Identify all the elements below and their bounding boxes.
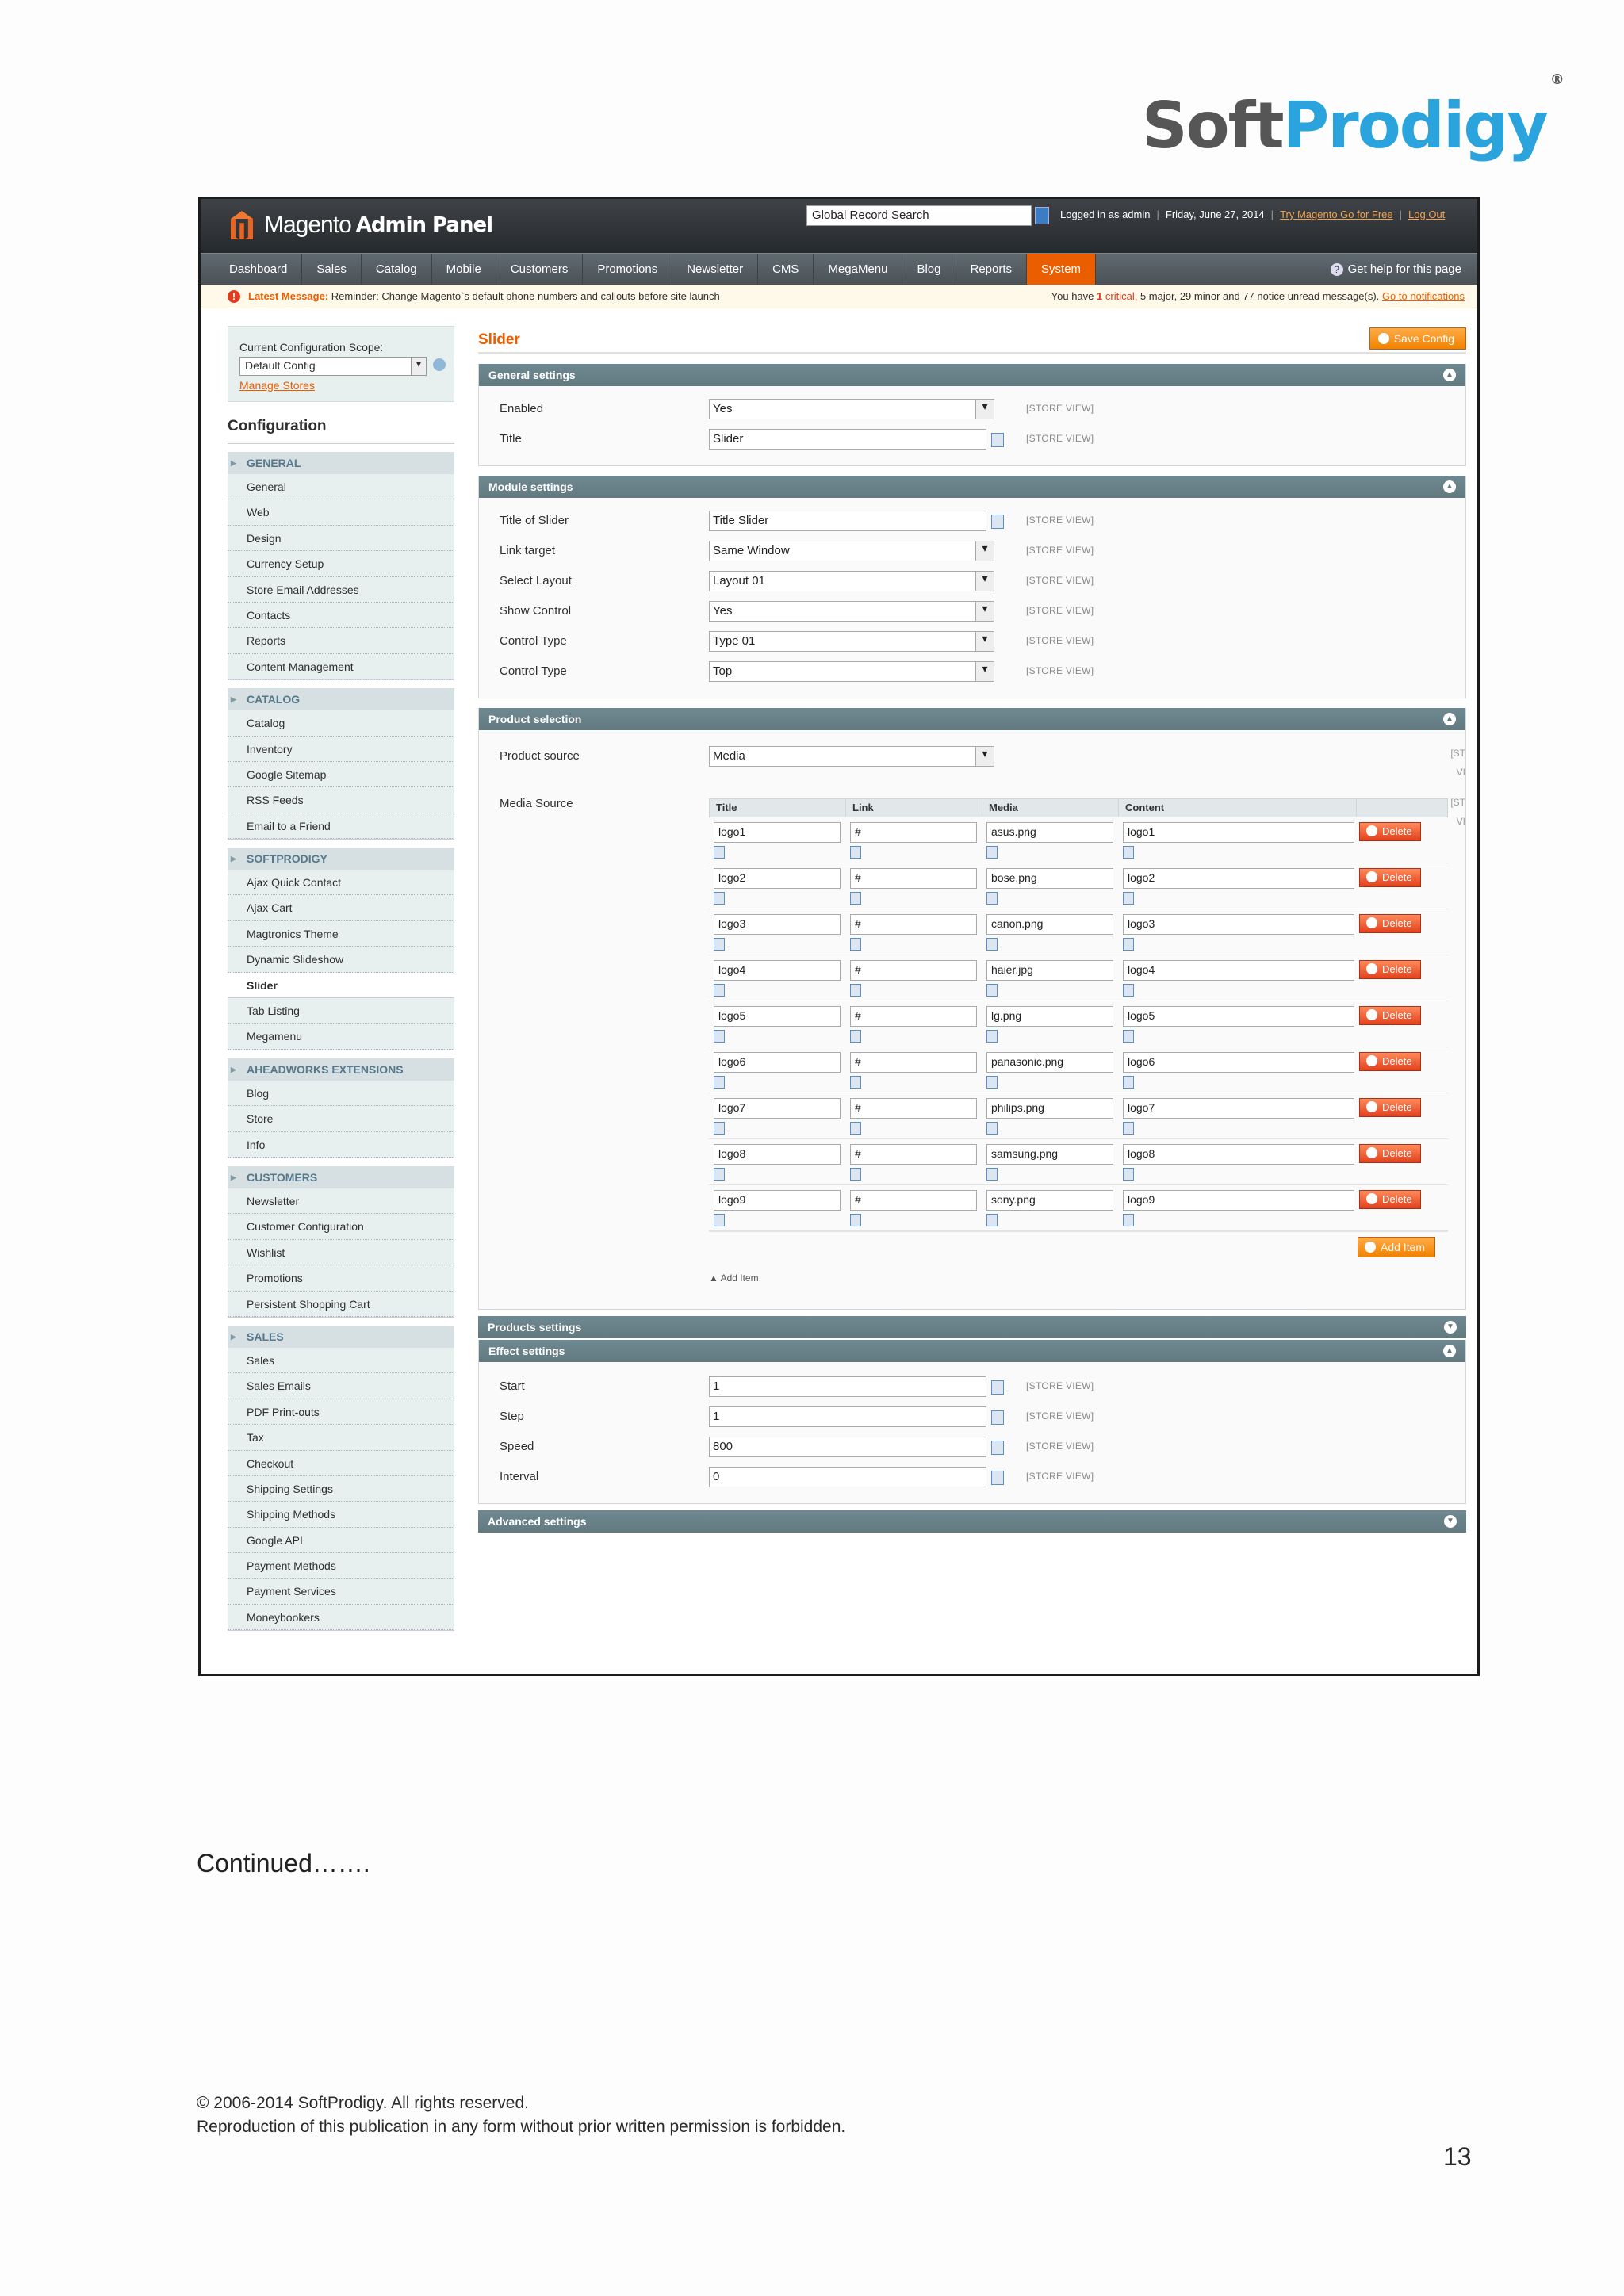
media-media-input[interactable]: samsung.png — [986, 1144, 1113, 1165]
sidebar-item-checkout[interactable]: Checkout — [228, 1451, 454, 1476]
delete-icon — [1366, 1147, 1377, 1158]
translate-icon[interactable] — [1123, 938, 1134, 951]
delete-icon — [1366, 1055, 1377, 1066]
sidebar-item-sales[interactable]: Sales — [228, 1348, 454, 1373]
sidebar-item-tab-listing[interactable]: Tab Listing — [228, 998, 454, 1024]
start-input[interactable]: 1 — [709, 1376, 986, 1397]
search-icon[interactable] — [1035, 207, 1049, 224]
sidebar-item-magtronics-theme[interactable]: Magtronics Theme — [228, 921, 454, 947]
delete-button[interactable]: Delete — [1359, 868, 1421, 887]
sidebar-item-shipping-settings[interactable]: Shipping Settings — [228, 1476, 454, 1502]
sidebar-item-store-email-addresses[interactable]: Store Email Addresses — [228, 577, 454, 603]
magento-logo-icon — [228, 209, 256, 241]
media-content-input[interactable]: logo5 — [1123, 1006, 1354, 1027]
select-layout-select[interactable]: Layout 01 ▾ — [709, 571, 994, 591]
sidebar-item-ajax-cart[interactable]: Ajax Cart — [228, 895, 454, 920]
sidebar-item-inventory[interactable]: Inventory — [228, 737, 454, 762]
advanced-settings-section — [478, 1510, 1466, 1533]
sidebar-group-title[interactable]: ▶ SOFTPRODIGY — [228, 848, 454, 870]
store-view-scope: [STORE VIEW] — [1026, 575, 1094, 586]
translate-icon[interactable] — [1123, 1030, 1134, 1043]
interval-input[interactable]: 0 — [709, 1467, 986, 1487]
sidebar-item-email-to-a-friend[interactable]: Email to a Friend — [228, 813, 454, 839]
main-content — [478, 326, 1466, 1533]
media-media-input[interactable]: bose.png — [986, 868, 1113, 889]
translate-icon[interactable] — [986, 1168, 998, 1181]
sidebar-group — [228, 1166, 454, 1318]
form-row — [479, 1402, 1465, 1432]
collapse-icon[interactable]: ▲ — [1443, 369, 1456, 381]
media-title-input[interactable]: logo8 — [714, 1144, 841, 1165]
control-type-select[interactable]: Top ▾ — [709, 661, 994, 682]
sidebar-group — [228, 1058, 454, 1158]
delete-button[interactable]: Delete — [1359, 822, 1421, 841]
sidebar-group — [228, 452, 454, 680]
media-link-input[interactable]: # — [850, 868, 977, 889]
select-layout-label: Select Layout — [500, 574, 572, 587]
message-summary: You have 1 critical, 5 major, 29 minor and 77 notice unread message(s). Go to notifications — [1051, 290, 1465, 302]
scope-label: Current Configuration Scope: — [239, 341, 384, 354]
media-title-input[interactable]: logo9 — [714, 1190, 841, 1211]
table-row — [709, 1001, 1448, 1047]
delete-icon — [1366, 1193, 1377, 1204]
sidebar-item-slider[interactable]: Slider — [228, 973, 454, 998]
media-content-input[interactable]: logo8 — [1123, 1144, 1354, 1165]
delete-button[interactable]: Delete — [1359, 960, 1421, 979]
sidebar-item-currency-setup[interactable]: Currency Setup — [228, 551, 454, 576]
translate-icon[interactable] — [986, 1030, 998, 1043]
products-settings-section — [478, 1316, 1466, 1338]
logo-suffix: Admin Panel — [355, 213, 493, 237]
nav-item-newsletter[interactable]: Newsletter — [672, 254, 758, 285]
translate-icon[interactable] — [850, 1214, 861, 1226]
translate-icon[interactable] — [1123, 984, 1134, 997]
column-title: Title — [710, 799, 846, 817]
section-header[interactable]: Effect settings ▲ — [479, 1340, 1465, 1362]
table-row — [709, 955, 1448, 1001]
media-link-input[interactable]: # — [850, 1098, 977, 1119]
magento-logo[interactable] — [228, 206, 492, 244]
page-number: 13 — [1443, 2142, 1472, 2171]
header-date: Friday, June 27, 2014 — [1165, 209, 1265, 220]
sidebar-item-reports[interactable]: Reports — [228, 628, 454, 653]
delete-icon — [1366, 963, 1377, 974]
form-row — [479, 656, 1465, 687]
reproduction-notice: Reproduction of this publication in any form without prior written permission is forbidden. — [197, 2118, 846, 2136]
table-row — [709, 909, 1448, 955]
translate-icon[interactable] — [986, 1076, 998, 1089]
sidebar-group-title[interactable]: ▶ SALES — [228, 1326, 454, 1348]
sidebar-item-megamenu[interactable]: Megamenu — [228, 1024, 454, 1049]
add-item-note[interactable]: ▲ Add Item — [709, 1272, 759, 1284]
sidebar-item-design[interactable]: Design — [228, 526, 454, 551]
media-link-input[interactable]: # — [850, 1052, 977, 1073]
translate-icon[interactable] — [1123, 1122, 1134, 1135]
scope-select[interactable]: Default Config ▾ — [239, 357, 427, 376]
translate-icon[interactable] — [714, 938, 725, 951]
table-row — [709, 1047, 1448, 1093]
sidebar-item-payment-services[interactable]: Payment Services — [228, 1578, 454, 1604]
start-label: Start — [500, 1380, 525, 1393]
translate-icon[interactable] — [991, 433, 1004, 447]
nav-item-dashboard[interactable]: Dashboard — [215, 254, 302, 285]
table-row — [709, 863, 1448, 909]
expand-icon[interactable]: ▼ — [1444, 1321, 1457, 1334]
translate-icon[interactable] — [850, 892, 861, 905]
translate-icon[interactable] — [1123, 892, 1134, 905]
sidebar-item-contacts[interactable]: Contacts — [228, 603, 454, 628]
admin-header — [201, 199, 1477, 253]
media-link-input[interactable]: # — [850, 1144, 977, 1165]
column-content: Content — [1119, 799, 1357, 817]
help-icon[interactable] — [433, 358, 446, 371]
translate-icon[interactable] — [991, 1380, 1004, 1395]
translate-icon[interactable] — [986, 846, 998, 859]
translate-icon[interactable] — [1123, 1214, 1134, 1226]
delete-button[interactable]: Delete — [1359, 1190, 1421, 1209]
global-record-search-input[interactable]: Global Record Search — [806, 205, 1032, 226]
step-label: Step — [500, 1410, 524, 1423]
media-content-input[interactable]: logo9 — [1123, 1190, 1354, 1211]
nav-item-customers[interactable]: Customers — [496, 254, 584, 285]
media-title-input[interactable]: logo4 — [714, 960, 841, 981]
step-input[interactable]: 1 — [709, 1406, 986, 1427]
section-header[interactable]: Product selection ▲ — [479, 708, 1465, 730]
section-header[interactable]: Products settings ▼ — [478, 1316, 1466, 1338]
media-title-input[interactable]: logo6 — [714, 1052, 841, 1073]
translate-icon[interactable] — [991, 1471, 1004, 1485]
clipped-store-view: VI — [1456, 767, 1465, 778]
clipped-store-view: [ST — [1450, 748, 1465, 759]
translate-icon[interactable] — [714, 1122, 725, 1135]
media-media-input[interactable]: asus.png — [986, 822, 1113, 843]
magento-admin-screenshot — [198, 197, 1480, 1676]
translate-icon[interactable] — [986, 938, 998, 951]
media-content-input[interactable]: logo4 — [1123, 960, 1354, 981]
control-type-label: Control Type — [500, 634, 567, 648]
try-magento-go-link[interactable]: Try Magento Go for Free — [1280, 209, 1393, 220]
help-link[interactable]: ? Get help for this page — [1331, 254, 1461, 285]
show-control-select[interactable]: Yes ▾ — [709, 601, 994, 622]
media-title-input[interactable]: logo5 — [714, 1006, 841, 1027]
logged-in-text: Logged in as admin — [1060, 209, 1151, 220]
scope-switcher — [228, 326, 454, 402]
expand-icon[interactable]: ▼ — [1444, 1515, 1457, 1528]
section-header[interactable]: Module settings ▲ — [479, 476, 1465, 498]
link-target-select[interactable]: Same Window ▾ — [709, 541, 994, 561]
header-links: Logged in as admin | Friday, June 27, 2014 | Try Magento Go for Free | Log Out — [1060, 209, 1446, 220]
delete-button[interactable]: Delete — [1359, 1052, 1421, 1071]
translate-icon[interactable] — [991, 1410, 1004, 1425]
sidebar-item-promotions[interactable]: Promotions — [228, 1265, 454, 1291]
manage-stores-link[interactable]: Manage Stores — [239, 379, 315, 392]
translate-icon[interactable] — [986, 984, 998, 997]
sidebar-item-web[interactable]: Web — [228, 499, 454, 525]
sidebar-item-shipping-methods[interactable]: Shipping Methods — [228, 1502, 454, 1527]
media-media-input[interactable]: canon.png — [986, 914, 1113, 935]
delete-icon — [1366, 825, 1377, 836]
plus-icon — [1365, 1242, 1376, 1253]
store-view-scope: [STORE VIEW] — [1026, 1380, 1094, 1391]
clipped-store-view: VI — [1456, 816, 1465, 827]
title-input[interactable]: Slider — [709, 429, 986, 450]
sidebar-group — [228, 848, 454, 1050]
sidebar-item-pdf-print-outs[interactable]: PDF Print-outs — [228, 1399, 454, 1425]
show-control-label: Show Control — [500, 604, 572, 618]
store-view-scope: [STORE VIEW] — [1026, 665, 1094, 676]
logout-link[interactable]: Log Out — [1408, 209, 1446, 220]
translate-icon[interactable] — [986, 1122, 998, 1135]
form-row — [479, 596, 1465, 626]
store-view-scope: [STORE VIEW] — [1026, 1441, 1094, 1452]
delete-button[interactable]: Delete — [1359, 914, 1421, 933]
table-row — [709, 1093, 1448, 1139]
table-footer — [709, 1231, 1448, 1260]
delete-icon — [1366, 917, 1377, 928]
softprodigy-logo: SoftProdigy® — [1142, 71, 1563, 163]
sidebar-item-customer-configuration[interactable]: Customer Configuration — [228, 1214, 454, 1239]
control-type-label: Control Type — [500, 664, 567, 678]
form-row — [479, 566, 1465, 596]
sidebar-item-google-sitemap[interactable]: Google Sitemap — [228, 762, 454, 787]
translate-icon[interactable] — [850, 1030, 861, 1043]
translate-icon[interactable] — [1123, 846, 1134, 859]
store-view-scope: [STORE VIEW] — [1026, 1410, 1094, 1422]
translate-icon[interactable] — [850, 846, 861, 859]
sidebar-item-catalog[interactable]: Catalog — [228, 710, 454, 736]
store-view-scope: [STORE VIEW] — [1026, 635, 1094, 646]
sidebar-item-dynamic-slideshow[interactable]: Dynamic Slideshow — [228, 947, 454, 972]
sidebar-item-google-api[interactable]: Google API — [228, 1528, 454, 1553]
media-media-input[interactable]: sony.png — [986, 1190, 1113, 1211]
nav-item-blog[interactable]: Blog — [902, 254, 956, 285]
nav-item-megamenu[interactable]: MegaMenu — [814, 254, 902, 285]
translate-icon[interactable] — [1123, 1076, 1134, 1089]
nav-item-sales[interactable]: Sales — [302, 254, 362, 285]
sidebar-group-title[interactable]: ▶ GENERAL — [228, 452, 454, 474]
translate-icon[interactable] — [991, 515, 1004, 529]
collapse-icon[interactable]: ▲ — [1443, 480, 1456, 493]
nav-item-reports[interactable]: Reports — [956, 254, 1028, 285]
section-header[interactable]: General settings ▲ — [479, 364, 1465, 386]
media-media-input[interactable]: philips.png — [986, 1098, 1113, 1119]
module-settings-section — [478, 476, 1466, 698]
form-row — [479, 424, 1465, 454]
sidebar-group — [228, 688, 454, 840]
table-row — [709, 1139, 1448, 1185]
sidebar-item-tax[interactable]: Tax — [228, 1425, 454, 1450]
latest-message-text: Reminder: Change Magento`s default phone numbers and callouts before site launch — [331, 290, 720, 302]
speed-label: Speed — [500, 1440, 534, 1453]
effect-settings-section — [478, 1340, 1466, 1504]
sidebar-item-info[interactable]: Info — [228, 1132, 454, 1158]
go-to-notifications-link[interactable]: Go to notifications — [1381, 290, 1465, 302]
sidebar-item-blog[interactable]: Blog — [228, 1081, 454, 1106]
form-row — [479, 506, 1465, 536]
clipped-store-view: [ST — [1450, 797, 1465, 808]
nav-item-cms[interactable]: CMS — [758, 254, 814, 285]
alert-icon: ! — [228, 290, 240, 303]
sidebar-item-payment-methods[interactable]: Payment Methods — [228, 1553, 454, 1578]
collapse-icon[interactable]: ▲ — [1443, 1345, 1456, 1357]
enabled-label: Enabled — [500, 402, 544, 415]
nav-item-catalog[interactable]: Catalog — [362, 254, 432, 285]
translate-icon[interactable] — [714, 1214, 725, 1226]
nav-item-promotions[interactable]: Promotions — [583, 254, 672, 285]
product-source-select[interactable]: Media ▾ — [709, 746, 994, 767]
form-row — [479, 626, 1465, 656]
store-view-scope: [STORE VIEW] — [1026, 403, 1094, 414]
media-link-input[interactable]: # — [850, 822, 977, 843]
translate-icon[interactable] — [850, 1122, 861, 1135]
media-link-input[interactable]: # — [850, 1006, 977, 1027]
save-config-button[interactable]: Save Config — [1369, 327, 1466, 350]
sidebar-group-title[interactable]: ▶ AHEADWORKS EXTENSIONS — [228, 1058, 454, 1081]
translate-icon[interactable] — [850, 938, 861, 951]
media-link-input[interactable]: # — [850, 1190, 977, 1211]
translate-icon[interactable] — [1123, 1168, 1134, 1181]
form-row — [479, 536, 1465, 566]
media-title-input[interactable]: logo1 — [714, 822, 841, 843]
product-selection-section — [478, 708, 1466, 1310]
sidebar-item-sales-emails[interactable]: Sales Emails — [228, 1373, 454, 1399]
sidebar-item-newsletter[interactable]: Newsletter — [228, 1188, 454, 1214]
media-content-input[interactable]: logo6 — [1123, 1052, 1354, 1073]
media-source-table — [709, 798, 1448, 1260]
table-row — [709, 1185, 1448, 1231]
continued-text: Continued……. — [197, 1849, 370, 1877]
form-row — [479, 1432, 1465, 1462]
speed-input[interactable]: 800 — [709, 1437, 986, 1457]
table-header — [709, 798, 1448, 817]
translate-icon[interactable] — [986, 892, 998, 905]
sidebar-group-title[interactable]: ▶ CATALOG — [228, 688, 454, 710]
sidebar-item-moneybookers[interactable]: Moneybookers — [228, 1605, 454, 1630]
sidebar-group-title[interactable]: ▶ CUSTOMERS — [228, 1166, 454, 1188]
media-title-input[interactable]: logo2 — [714, 868, 841, 889]
add-item-button[interactable]: Add Item — [1358, 1237, 1435, 1257]
translate-icon[interactable] — [714, 984, 725, 997]
link-target-label: Link target — [500, 544, 556, 557]
media-media-input[interactable]: panasonic.png — [986, 1052, 1113, 1073]
store-view-scope: [STORE VIEW] — [1026, 1471, 1094, 1482]
logo-text: Magento — [264, 212, 351, 238]
latest-message-bar — [201, 285, 1477, 308]
media-link-input[interactable]: # — [850, 914, 977, 935]
media-link-input[interactable]: # — [850, 960, 977, 981]
main-nav — [201, 253, 1477, 285]
page-header — [478, 326, 1466, 354]
nav-item-system[interactable]: System — [1027, 254, 1096, 285]
section-header[interactable]: Advanced settings ▼ — [478, 1510, 1466, 1533]
store-view-scope: [STORE VIEW] — [1026, 545, 1094, 556]
critical-count: 1 — [1097, 290, 1103, 302]
media-content-input[interactable]: logo3 — [1123, 914, 1354, 935]
product-source-label: Product source — [500, 749, 580, 763]
translate-icon[interactable] — [714, 1030, 725, 1043]
sidebar-item-ajax-quick-contact[interactable]: Ajax Quick Contact — [228, 870, 454, 895]
translate-icon[interactable] — [714, 846, 725, 859]
enabled-select[interactable]: Yes ▾ — [709, 399, 994, 419]
store-view-scope: [STORE VIEW] — [1026, 433, 1094, 444]
title-of-slider-label: Title of Slider — [500, 514, 569, 527]
sidebar-item-rss-feeds[interactable]: RSS Feeds — [228, 787, 454, 813]
configuration-title: Configuration — [228, 405, 454, 444]
title-of-slider-input[interactable]: Title Slider — [709, 511, 986, 531]
delete-icon — [1366, 1009, 1377, 1020]
nav-item-mobile[interactable]: Mobile — [432, 254, 496, 285]
media-title-input[interactable]: logo3 — [714, 914, 841, 935]
form-row — [479, 394, 1465, 424]
sidebar-group — [228, 1326, 454, 1631]
delete-button[interactable]: Delete — [1359, 1144, 1421, 1163]
form-row — [479, 1372, 1465, 1402]
general-settings-section — [478, 364, 1466, 466]
sidebar-item-store[interactable]: Store — [228, 1106, 454, 1131]
page-footer — [197, 2091, 845, 2139]
title-label: Title — [500, 432, 522, 446]
media-content-input[interactable]: logo2 — [1123, 868, 1354, 889]
form-row — [479, 1462, 1465, 1492]
media-media-input[interactable]: haier.jpg — [986, 960, 1113, 981]
config-sidebar — [228, 326, 454, 1674]
media-media-input[interactable]: lg.png — [986, 1006, 1113, 1027]
translate-icon[interactable] — [714, 892, 725, 905]
translate-icon[interactable] — [714, 1168, 725, 1181]
copyright-text: © 2006-2014 SoftProdigy. All rights reserved. — [197, 2094, 529, 2112]
check-icon — [1378, 333, 1389, 344]
store-view-scope: [STORE VIEW] — [1026, 515, 1094, 526]
media-content-input[interactable]: logo7 — [1123, 1098, 1354, 1119]
sidebar-item-wishlist[interactable]: Wishlist — [228, 1240, 454, 1265]
translate-icon[interactable] — [986, 1214, 998, 1226]
translate-icon[interactable] — [850, 1076, 861, 1089]
translate-icon[interactable] — [850, 984, 861, 997]
sidebar-item-persistent-shopping-cart[interactable]: Persistent Shopping Cart — [228, 1292, 454, 1317]
latest-message-label: Latest Message: — [248, 290, 329, 302]
translate-icon[interactable] — [991, 1441, 1004, 1455]
delete-button[interactable]: Delete — [1359, 1006, 1421, 1025]
translate-icon[interactable] — [850, 1168, 861, 1181]
media-title-input[interactable]: logo7 — [714, 1098, 841, 1119]
sidebar-item-content-management[interactable]: Content Management — [228, 654, 454, 679]
media-source-label: Media Source — [500, 797, 573, 810]
delete-icon — [1366, 871, 1377, 882]
table-row — [709, 817, 1448, 863]
control-type-select[interactable]: Type 01 ▾ — [709, 631, 994, 652]
interval-label: Interval — [500, 1470, 539, 1483]
delete-icon — [1366, 1101, 1377, 1112]
help-icon: ? — [1331, 263, 1343, 276]
delete-button[interactable]: Delete — [1359, 1098, 1421, 1117]
column-media: Media — [982, 799, 1119, 817]
translate-icon[interactable] — [714, 1076, 725, 1089]
collapse-icon[interactable]: ▲ — [1443, 713, 1456, 725]
media-content-input[interactable]: logo1 — [1123, 822, 1354, 843]
sidebar-item-general[interactable]: General — [228, 474, 454, 499]
store-view-scope: [STORE VIEW] — [1026, 605, 1094, 616]
column-link: Link — [846, 799, 982, 817]
page-title: Slider — [478, 331, 520, 348]
